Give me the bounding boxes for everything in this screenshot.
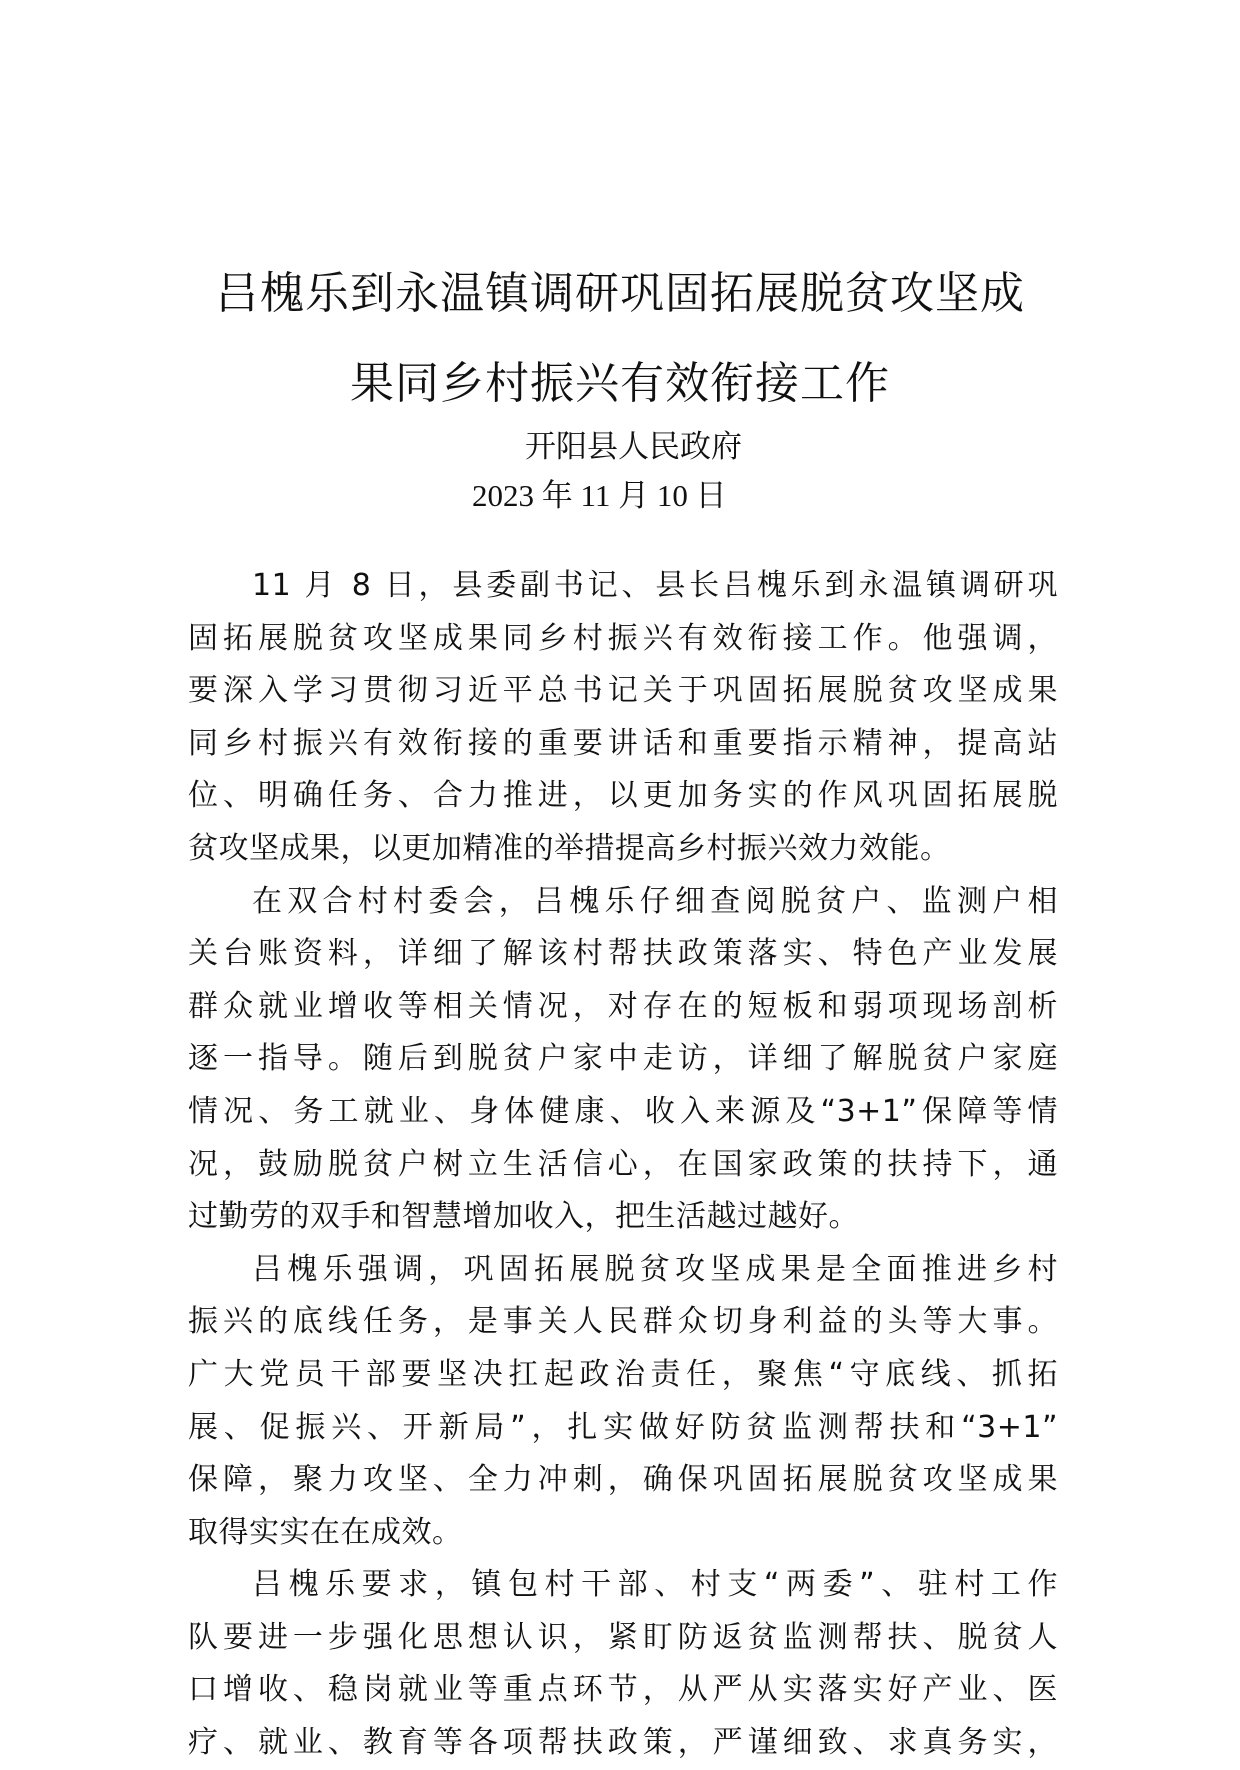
paragraph-line: 口增收、稳岗就业等重点环节，从严从实落实好产业、医 <box>188 1672 1058 1708</box>
paragraph-3 <box>188 1244 1058 1560</box>
paragraph-line: 11 月 8 日，县委副书记、县长吕槐乐到永温镇调研巩 <box>252 568 1058 603</box>
paragraph-4 <box>188 1559 1058 1769</box>
document-date: 2023 年 11 月 10 日 <box>472 478 727 513</box>
paragraph-line: 保障，聚力攻坚、全力冲刺，确保巩固拓展脱贫攻坚成果 <box>188 1462 1058 1498</box>
paragraph-line: 逐一指导。随后到脱贫户家中走访，详细了解脱贫户家庭 <box>188 1041 1058 1077</box>
paragraph-line: 队要进一步强化思想认识，紧盯防返贫监测帮扶、脱贫人 <box>188 1619 1058 1655</box>
paragraph-line: 关台账资料，详细了解该村帮扶政策落实、特色产业发展 <box>188 936 1058 972</box>
paragraph-line: 展、促振兴、开新局”，扎实做好防贫监测帮扶和“3+1” <box>188 1409 1058 1445</box>
paragraph-line: 况，鼓励脱贫户树立生活信心，在国家政策的扶持下，通 <box>188 1146 1058 1182</box>
paragraph-line: 同乡村振兴有效衔接的重要讲话和重要指示精神，提高站 <box>188 725 1058 761</box>
document-title-line-2: 果同乡村振兴有效衔接工作 <box>350 358 890 409</box>
paragraph-line: 广大党员干部要坚决扛起政治责任，聚焦“守底线、抓拓 <box>188 1356 1058 1392</box>
paragraph-line: 过勤劳的双手和智慧增加收入，把生活越过越好。 <box>188 1199 859 1235</box>
paragraph-line: 群众就业增收等相关情况，对存在的短板和弱项现场剖析 <box>188 988 1058 1024</box>
paragraph-line: 吕槐乐要求，镇包村干部、村支“两委”、驻村工作 <box>252 1567 1058 1603</box>
paragraph-line: 振兴的底线任务，是事关人民群众切身利益的头等大事。 <box>188 1304 1058 1340</box>
paragraph-line: 在双合村村委会，吕槐乐仔细查阅脱贫户、监测户相 <box>252 883 1058 919</box>
paragraph-line: 吕槐乐强调，巩固拓展脱贫攻坚成果是全面推进乡村 <box>252 1251 1058 1287</box>
paragraph-line: 位、明确任务、合力推进，以更加务实的作风巩固拓展脱 <box>188 778 1058 814</box>
paragraph-2 <box>188 876 1058 1244</box>
paragraph-1 <box>188 560 1058 876</box>
paragraph-line: 疗、就业、教育等各项帮扶政策，严谨细致、求真务实， <box>188 1725 1058 1761</box>
paragraph-line: 贫攻坚成果，以更加精准的举措提高乡村振兴效力效能。 <box>188 830 951 866</box>
document-issuer: 开阳县人民政府 <box>525 429 742 465</box>
paragraph-line: 固拓展脱贫攻坚成果同乡村振兴有效衔接工作。他强调， <box>188 620 1058 656</box>
paragraph-line: 情况、务工就业、身体健康、收入来源及“3+1”保障等情 <box>188 1093 1058 1129</box>
document-body <box>188 560 1058 1770</box>
paragraph-line: 取得实实在在成效。 <box>188 1514 463 1550</box>
document-title-line-1: 吕槐乐到永温镇调研巩固拓展脱贫攻坚成 <box>215 268 1025 319</box>
paragraph-line: 要深入学习贯彻习近平总书记关于巩固拓展脱贫攻坚成果 <box>188 673 1058 709</box>
